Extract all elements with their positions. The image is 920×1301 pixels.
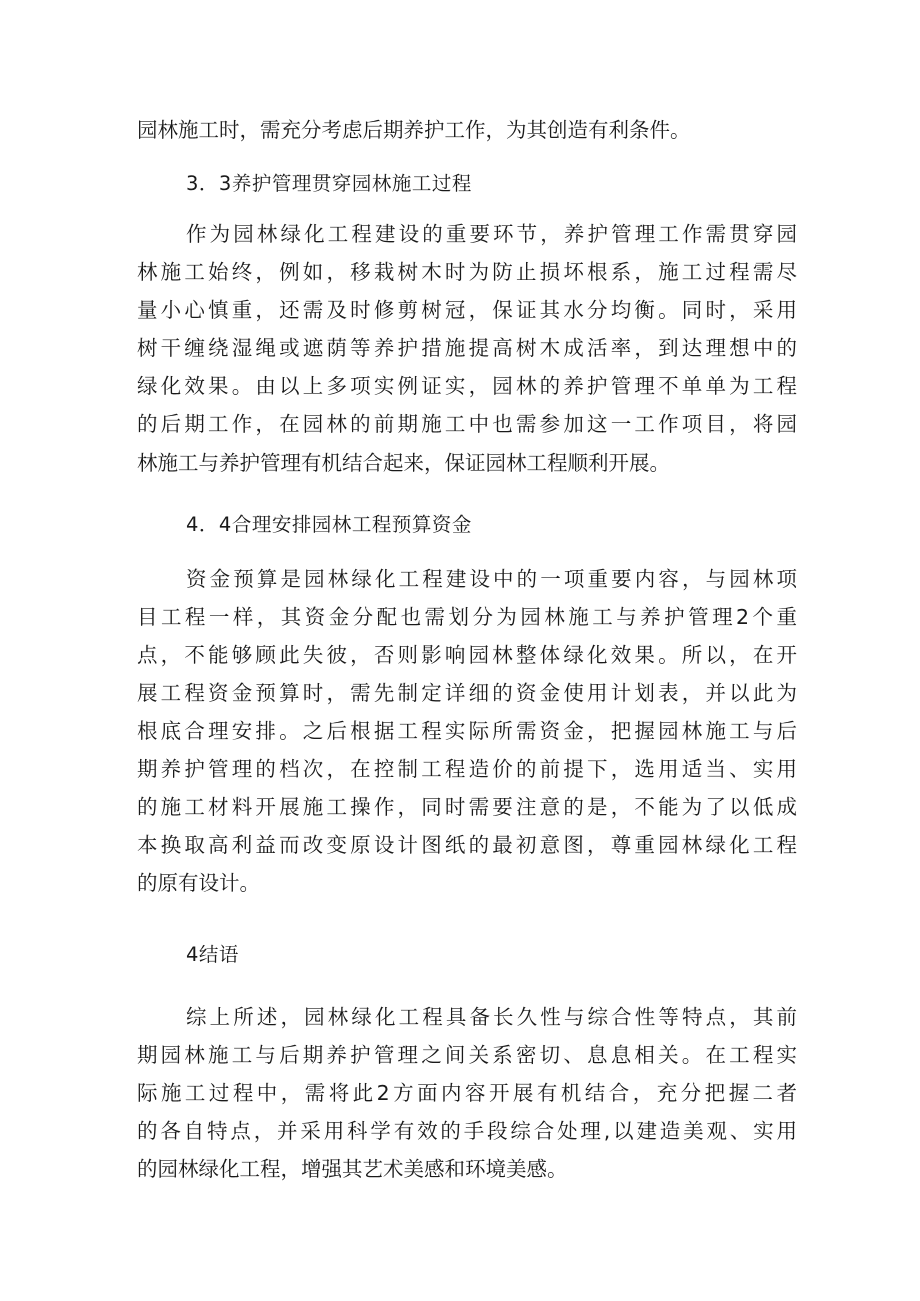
paragraph-line: 量小心慎重，还需及时修剪树冠，保证其水分均衡。同时，采用 xyxy=(137,298,797,322)
section-heading-4-4: 4．4合理安排园林工程预算资金 xyxy=(186,513,472,536)
section-heading-3-3: 3．3养护管理贯穿园林施工过程 xyxy=(186,172,472,195)
paragraph-line: 本换取高利益而改变原设计图纸的最初意图，尊重园林绿化工程 xyxy=(137,833,797,857)
paragraph-line: 期园林施工与后期养护管理之间关系密切、息息相关。在工程实 xyxy=(137,1043,797,1067)
paragraph-line: 展工程资金预算时，需先制定详细的资金使用计划表，并以此为 xyxy=(137,681,797,705)
paragraph-line: 际施工过程中，需将此2方面内容开展有机结合，充分把握二者 xyxy=(137,1081,797,1105)
paragraph-line: 资金预算是园林绿化工程建设中的一项重要内容，与园林项 xyxy=(186,567,797,591)
paragraph-line: 期养护管理的档次，在控制工程造价的前提下，选用适当、实用 xyxy=(137,757,797,781)
paragraph-line: 的园林绿化工程，增强其艺术美感和环境美感。 xyxy=(137,1157,568,1181)
paragraph-line: 点，不能够顾此失彼，否则影响园林整体绿化效果。所以，在开 xyxy=(137,643,797,667)
paragraph-line: 的各自特点，并采用科学有效的手段综合处理,以建造美观、实用 xyxy=(137,1119,797,1143)
paragraph-line: 作为园林绿化工程建设的重要环节，养护管理工作需贯穿园 xyxy=(186,222,797,246)
paragraph-line: 的施工材料开展施工操作，同时需要注意的是，不能为了以低成 xyxy=(137,795,797,819)
paragraph-line: 目工程一样，其资金分配也需划分为园林施工与养护管理2个重 xyxy=(137,605,797,629)
paragraph-line: 林施工始终，例如，移栽树木时为防止损坏根系，施工过程需尽 xyxy=(137,260,797,284)
paragraph-line: 的原有设计。 xyxy=(137,871,260,895)
paragraph-line: 的后期工作，在园林的前期施工中也需参加这一工作项目，将园 xyxy=(137,412,797,436)
paragraph-line: 林施工与养护管理有机结合起来，保证园林工程顺利开展。 xyxy=(137,451,670,475)
paragraph-line: 绿化效果。由以上多项实例证实，园林的养护管理不单单为工程 xyxy=(137,374,797,398)
paragraph-line: 根底合理安排。之后根据工程实际所需资金，把握园林施工与后 xyxy=(137,719,797,743)
paragraph-line: 树干缠绕湿绳或遮荫等养护措施提高树木成活率，到达理想中的 xyxy=(137,336,797,360)
paragraph-line: 综上所述，园林绿化工程具备长久性与综合性等特点，其前 xyxy=(186,1005,797,1029)
section-heading-4: 4结语 xyxy=(186,943,239,966)
paragraph-line: 园林施工时，需充分考虑后期养护工作，为其创造有利条件。 xyxy=(137,118,691,142)
